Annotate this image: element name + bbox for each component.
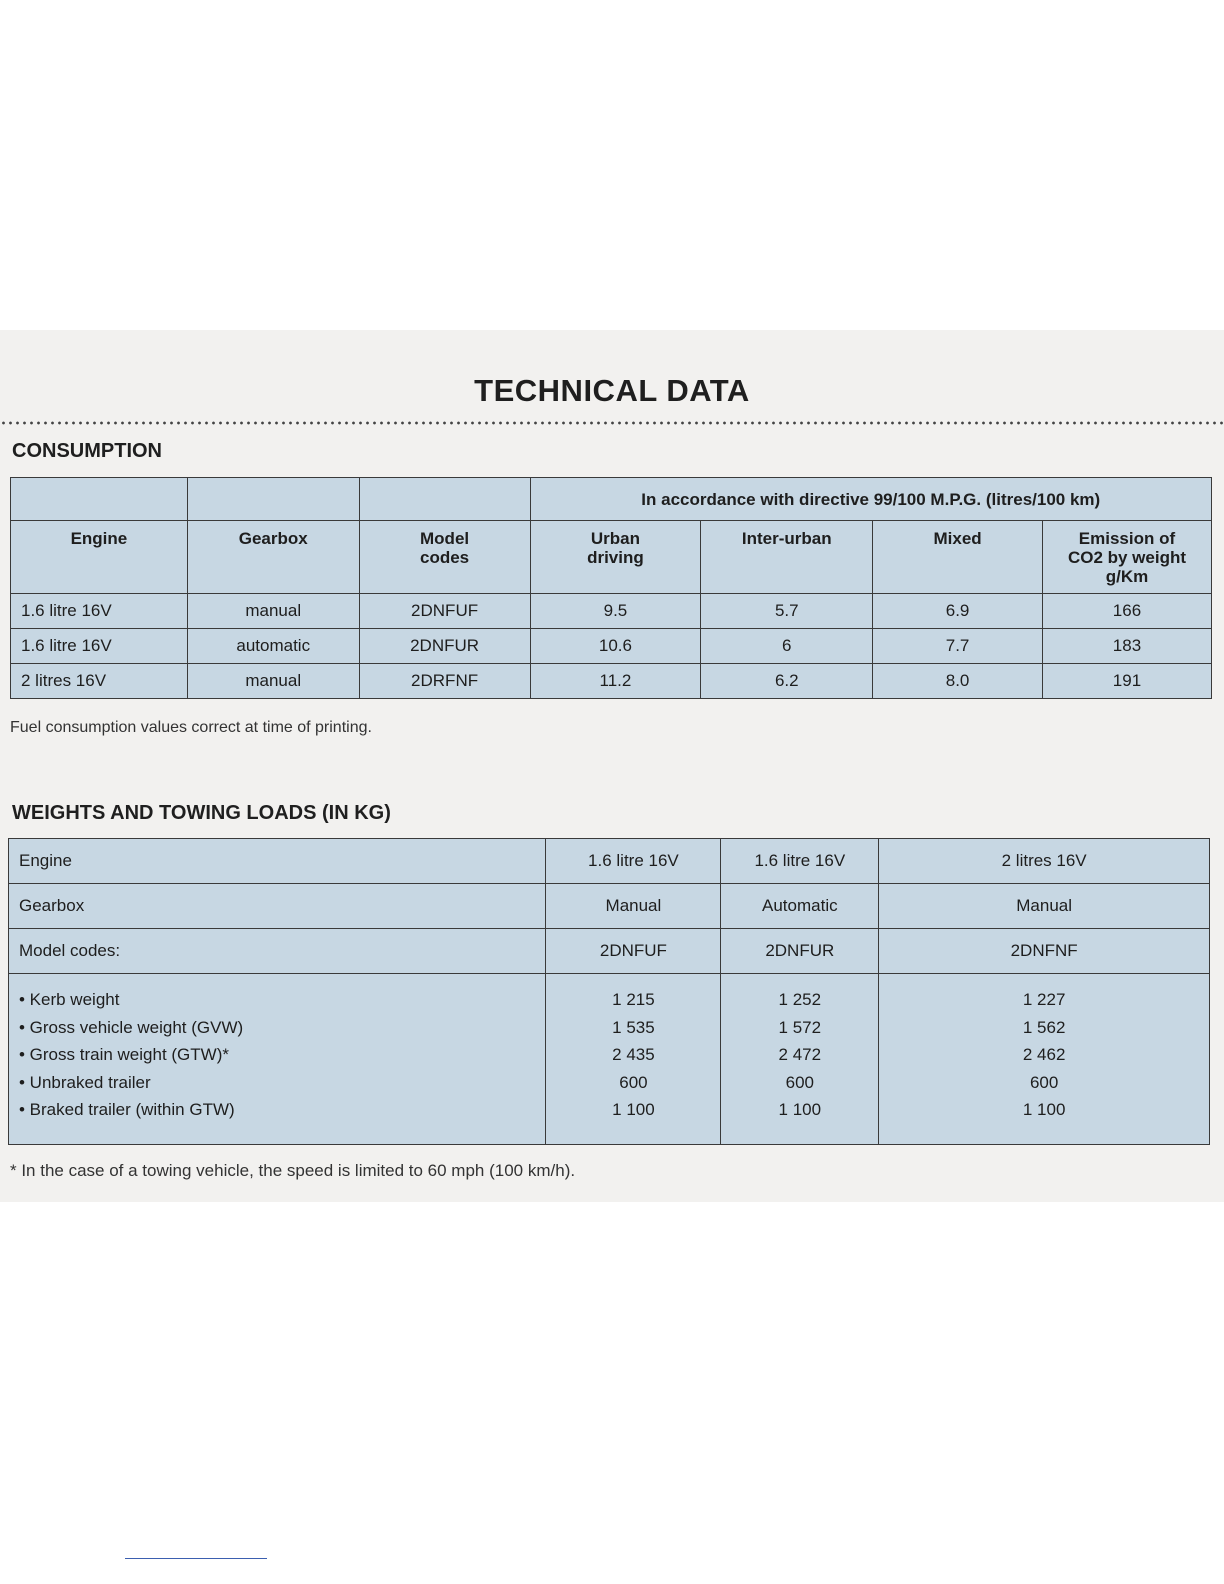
list-item: • Kerb weight (19, 990, 120, 1009)
consumption-header-row (11, 521, 1212, 594)
table-cell: 2DRFNF (359, 664, 530, 699)
table-cell: manual (187, 664, 359, 699)
consumption-section-title: CONSUMPTION (12, 440, 162, 462)
table-cell: 191 (1042, 664, 1211, 699)
table-cell: 2DNFUF (359, 594, 530, 629)
table-cell: 1.6 litre 16V (546, 839, 721, 884)
towing-footnote: * In the case of a towing vehicle, the speed is limited to 60 mph (100 km/h). (10, 1161, 576, 1180)
column-header: Engine (11, 521, 188, 594)
list-item: 1 535 (612, 1017, 655, 1037)
consumption-group-header-row (11, 478, 1212, 521)
table-cell: 11.2 (530, 664, 701, 699)
list-item: • Gross vehicle weight (GVW) (19, 1017, 244, 1037)
table-cell: 2DNFNF (879, 929, 1210, 974)
row-label: Gearbox (9, 884, 546, 929)
consumption-table (10, 477, 1212, 699)
table-cell: manual (187, 594, 359, 629)
consumption-note: Fuel consumption values correct at time of printing. (10, 719, 372, 736)
table-cell: Automatic (721, 884, 879, 929)
table-cell: 1.6 litre 16V (11, 594, 188, 629)
table-cell: Manual (879, 884, 1210, 929)
table-cell: 183 (1042, 629, 1211, 664)
list-item: 600 (1029, 1072, 1059, 1092)
column-header-text: Model codes (420, 529, 470, 567)
table-cell: Manual (546, 884, 721, 929)
list-item: • Unbraked trailer (19, 1072, 151, 1092)
page-title: TECHNICAL DATA (474, 373, 750, 408)
footer-link-line (125, 1558, 267, 1559)
table-row (11, 629, 1212, 664)
list-item: 600 (619, 1072, 648, 1092)
table-cell: 6.9 (873, 594, 1043, 629)
table-cell: 6.2 (701, 664, 873, 699)
table-cell: 2 litres 16V (879, 839, 1210, 884)
column-header-text: Emission of CO2 by weight g/Km (1067, 529, 1187, 586)
empty-header-cell (11, 478, 188, 521)
table-cell: 1.6 litre 16V (11, 629, 188, 664)
list-item: 1 572 (778, 1017, 822, 1037)
table-row (9, 884, 1210, 929)
row-label: Model codes: (9, 929, 546, 974)
table-cell: 2DNFUR (721, 929, 879, 974)
weight-items-labels (9, 974, 546, 1145)
column-header (1042, 521, 1211, 594)
list-item: 1 215 (612, 990, 655, 1009)
list-item: 2 435 (612, 1045, 655, 1064)
list-item: 1 562 (1022, 1017, 1066, 1037)
table-cell: 2DNFUF (546, 929, 721, 974)
dotted-divider (0, 420, 1224, 426)
weight-values-col1 (546, 974, 721, 1145)
column-header (359, 521, 530, 594)
weight-values-col3 (879, 974, 1210, 1145)
table-cell: 1.6 litre 16V (721, 839, 879, 884)
column-header: Mixed (873, 521, 1043, 594)
list-item: 1 100 (778, 1100, 822, 1119)
list-item: 1 100 (612, 1100, 655, 1119)
weights-table (8, 838, 1210, 1145)
table-row (11, 664, 1212, 699)
column-header: Inter-urban (701, 521, 873, 594)
table-cell: 166 (1042, 594, 1211, 629)
table-cell: 10.6 (530, 629, 701, 664)
table-cell: 5.7 (701, 594, 873, 629)
list-item: 2 462 (1022, 1045, 1066, 1064)
table-cell: automatic (187, 629, 359, 664)
column-header-text: Urban driving (587, 529, 644, 567)
table-row (9, 929, 1210, 974)
table-cell: 9.5 (530, 594, 701, 629)
table-row (9, 974, 1210, 1145)
table-cell: 7.7 (873, 629, 1043, 664)
table-cell: 2DNFUR (359, 629, 530, 664)
table-row (11, 594, 1212, 629)
list-item: 1 100 (1022, 1100, 1066, 1119)
column-header (530, 521, 701, 594)
list-item: 600 (785, 1072, 814, 1092)
list-item: 1 252 (778, 990, 822, 1009)
directive-header: In accordance with directive 99/100 M.P.G. (litres/100 km) (530, 478, 1212, 521)
empty-header-cell (187, 478, 359, 521)
list-item: 2 472 (778, 1045, 822, 1064)
empty-header-cell (359, 478, 530, 521)
table-cell: 8.0 (873, 664, 1043, 699)
row-label: Engine (9, 839, 546, 884)
table-cell: 6 (701, 629, 873, 664)
weight-values-col2 (721, 974, 879, 1145)
list-item: • Braked trailer (within GTW) (19, 1100, 235, 1119)
column-header: Gearbox (187, 521, 359, 594)
table-row (9, 839, 1210, 884)
list-item: 1 227 (1022, 990, 1066, 1009)
weights-section-title: WEIGHTS AND TOWING LOADS (IN KG) (12, 802, 391, 824)
table-cell: 2 litres 16V (11, 664, 188, 699)
list-item: • Gross train weight (GTW)* (19, 1045, 229, 1064)
